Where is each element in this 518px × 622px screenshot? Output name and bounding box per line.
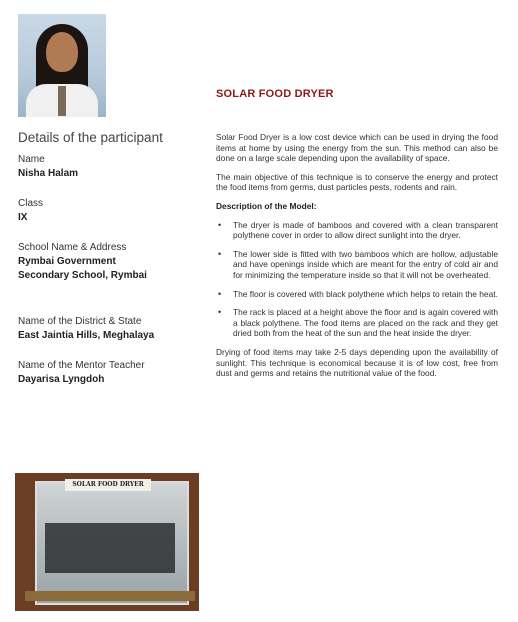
list-item: • The floor is covered with black polythene which helps to retain the heat. [218, 288, 498, 299]
name-label: Name [18, 154, 45, 165]
description-list [216, 220, 498, 339]
participant-section-title: Details of the participant [18, 130, 163, 145]
school-block [18, 242, 198, 283]
solar-dryer-photo [15, 473, 199, 611]
conclusion-paragraph: Drying of food items may take 2-5 days depending upon the availability of sunlight. This technique is economical because it is of low cost, free from dust and germs and retains the nutritional value of the food. [216, 346, 498, 379]
district-value: East Jaintia Hills, Meghalaya [18, 330, 155, 341]
dryer-sign: SOLAR FOOD DRYER [65, 479, 151, 491]
participant-photo [18, 14, 106, 117]
mentor-label: Name of the Mentor Teacher [18, 360, 145, 371]
name-block [18, 154, 198, 181]
class-value: IX [18, 212, 28, 223]
class-label: Class [18, 198, 44, 209]
list-item: • The rack is placed at a height above the floor and is again covered with a black polythene. The food items are placed on the rack and they get dried both from the heat of the sun and the heat inside the dryer. [218, 307, 498, 339]
school-line1: Rymbai Government [18, 256, 116, 267]
name-value: Nisha Halam [18, 168, 79, 179]
mentor-block [18, 360, 198, 387]
mentor-value: Dayarisa Lyngdoh [18, 374, 105, 385]
school-label: School Name & Address [18, 242, 127, 253]
class-block [18, 198, 198, 225]
list-item: • The dryer is made of bamboos and covered with a clean transparent polythene cover in order to allow direct sunlight into the dryer. [218, 219, 498, 241]
objective-paragraph: The main objective of this technique is to conserve the energy and protect the food items from germs, dust particles pests, rodents and rain. [216, 171, 498, 193]
description-heading: Description of the Model: [216, 200, 317, 211]
article-title: SOLAR FOOD DRYER [216, 88, 334, 100]
school-line2: Secondary School, Rymbai [18, 270, 147, 281]
district-label: Name of the District & State [18, 316, 142, 327]
intro-paragraph: Solar Food Dryer is a low cost device which can be used in drying the food items at home by using the energy from the sun. This method can also be done on a large scale depending upon the availability of space. [216, 132, 498, 164]
article-body [216, 132, 498, 379]
list-item: • The lower side is fitted with two bamboos which are hollow, adjustable and have openings inside which are meant for the entry of cold air and for minimizing the temperature inside so that it will not be overheated. [218, 248, 498, 280]
district-block [18, 316, 208, 343]
